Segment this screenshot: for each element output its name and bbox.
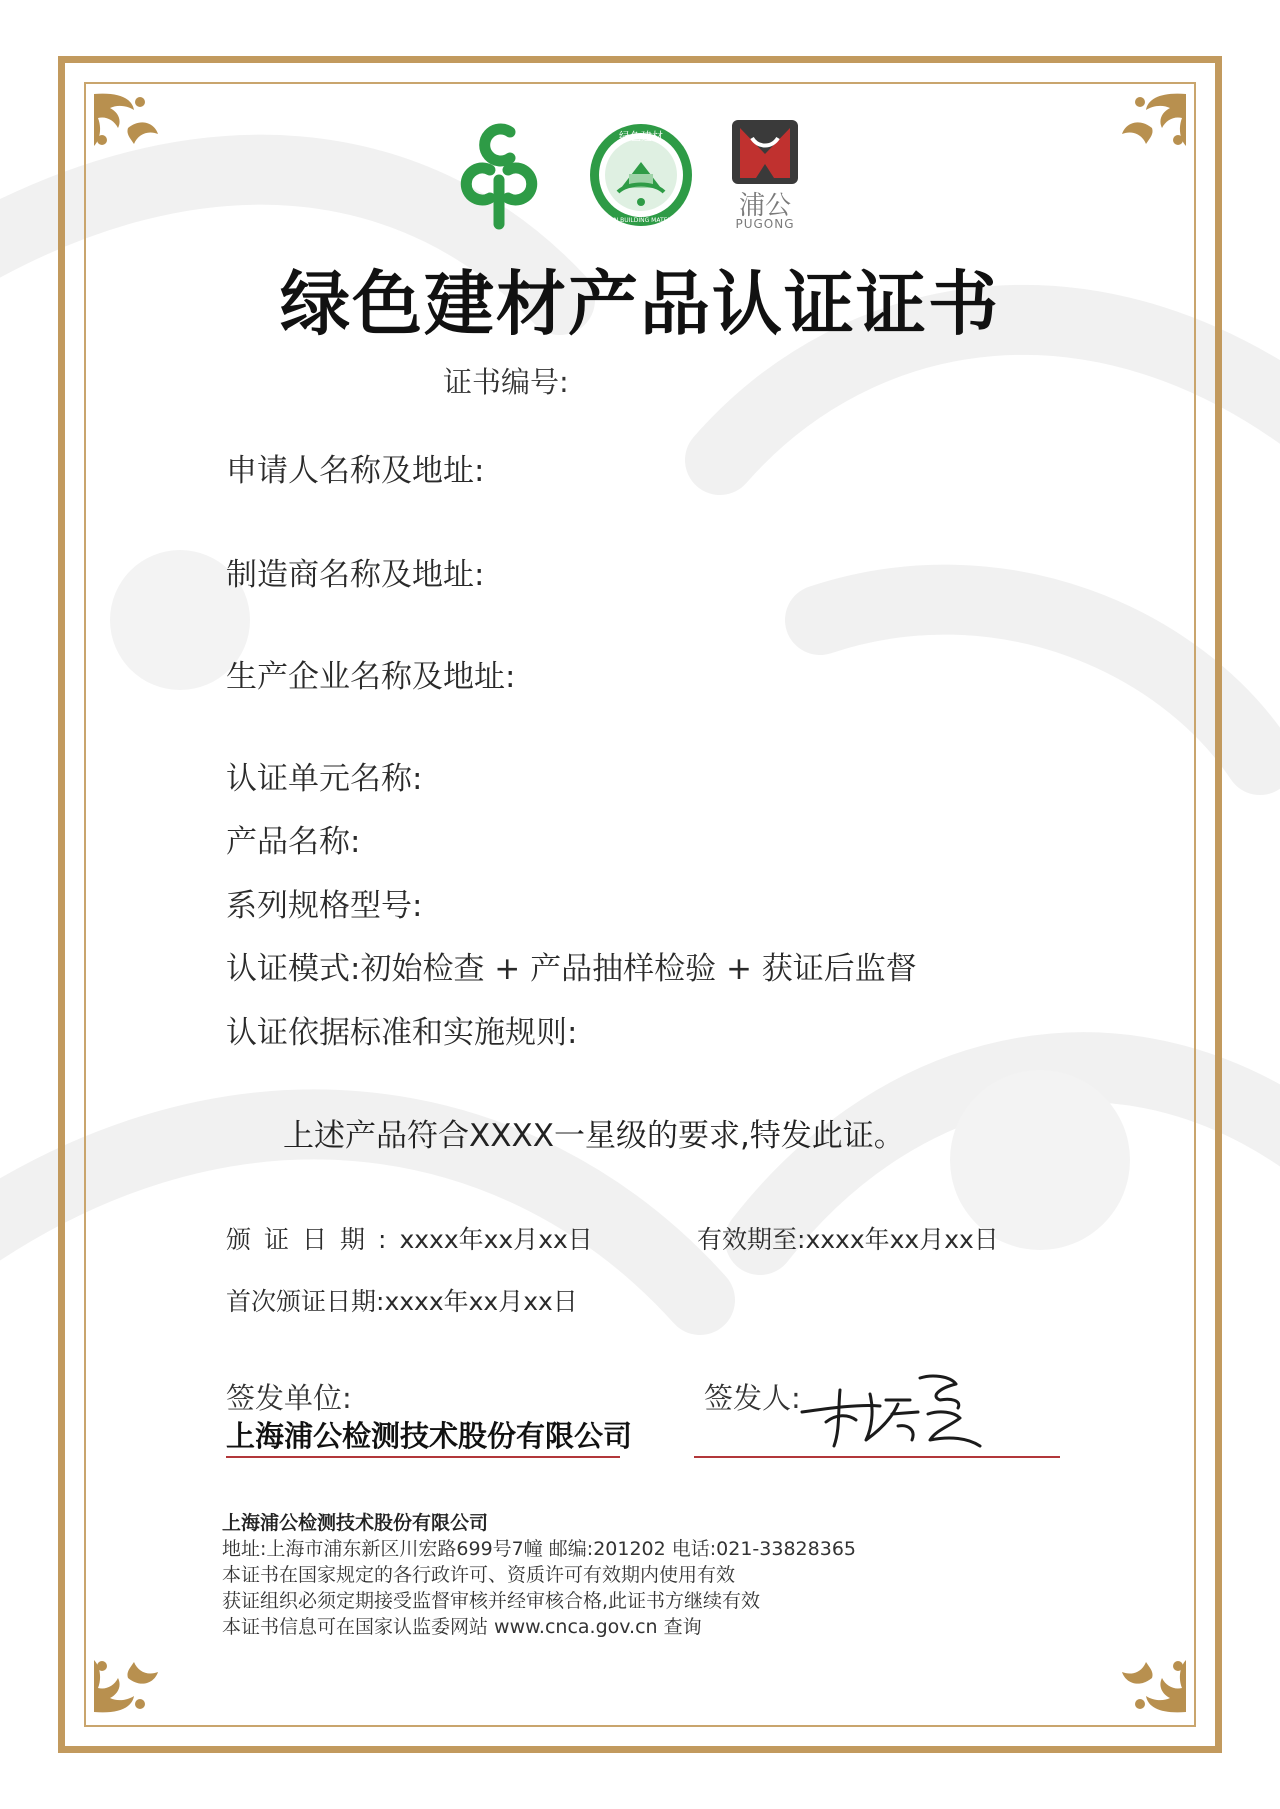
green-building-materials-seal-icon (588, 122, 694, 228)
signatory-underline (694, 1456, 1060, 1458)
gp-logo-icon (452, 120, 546, 230)
certification-unit-field: 认证单元名称: (226, 761, 423, 797)
issue-date-label: 颁证日期: (226, 1225, 400, 1254)
issue-date-value: xxxx年xx月xx日 (399, 1225, 593, 1254)
certification-basis-field: 认证依据标准和实施规则: (226, 1015, 578, 1051)
handwritten-signature (800, 1370, 990, 1450)
certification-mode-field: 认证模式:初始检查 + 产品抽样检验 + 获证后监督 (226, 951, 917, 987)
signatory-label: 签发人: (704, 1381, 801, 1415)
issuing-unit-underline (226, 1456, 620, 1458)
model-field: 系列规格型号: (226, 888, 423, 924)
corner-ornament-icon (1100, 88, 1192, 180)
corner-ornament-icon (88, 88, 180, 180)
first-issue-date-value: xxxx年xx月xx日 (384, 1287, 578, 1316)
valid-until-value: xxxx年xx月xx日 (805, 1225, 999, 1254)
certificate-number-label: 证书编号: (443, 365, 569, 399)
issue-date-row (226, 1220, 593, 1256)
certificate-statement: 上述产品符合XXXX一星级的要求,特发此证。 (283, 1118, 905, 1154)
corner-ornament-icon (88, 1626, 180, 1718)
manufacturer-field: 制造商名称及地址: (226, 557, 485, 593)
first-issue-date-row (226, 1282, 578, 1318)
seal-ring-text: GREEN BUILDING MATERIALS (597, 217, 685, 224)
footer-note-website: 本证书信息可在国家认监委网站 www.cnca.gov.cn 查询 (222, 1616, 702, 1638)
producer-field: 生产企业名称及地址: (226, 659, 516, 695)
valid-until-label: 有效期至: (697, 1225, 806, 1254)
applicant-field: 申请人名称及地址: (226, 453, 485, 489)
footer-note-supervision: 获证组织必须定期接受监督审核并经审核合格,此证书方继续有效 (222, 1590, 761, 1612)
footer-note-validity: 本证书在国家规定的各行政许可、资质许可有效期内使用有效 (222, 1564, 736, 1586)
issuing-unit-label: 签发单位: (226, 1381, 352, 1415)
product-name-field: 产品名称: (226, 824, 361, 860)
certificate-title: 绿色建材产品认证证书 (280, 263, 1000, 345)
seal-top-text: 绿色建材 (619, 130, 663, 143)
corner-ornament-icon (1100, 1626, 1192, 1718)
footer-address: 地址:上海市浦东新区川宏路699号7幢 邮编:201202 电话:021-33828365 (222, 1538, 856, 1560)
first-issue-date-label: 首次颁证日期: (226, 1287, 385, 1316)
issuing-unit-name: 上海浦公检测技术股份有限公司 (226, 1419, 633, 1453)
pugong-logo-chinese: 浦公 (738, 191, 791, 221)
footer-company: 上海浦公检测技术股份有限公司 (222, 1512, 489, 1534)
valid-until-row (697, 1220, 999, 1256)
pugong-logo-english: PUGONG (735, 217, 795, 231)
